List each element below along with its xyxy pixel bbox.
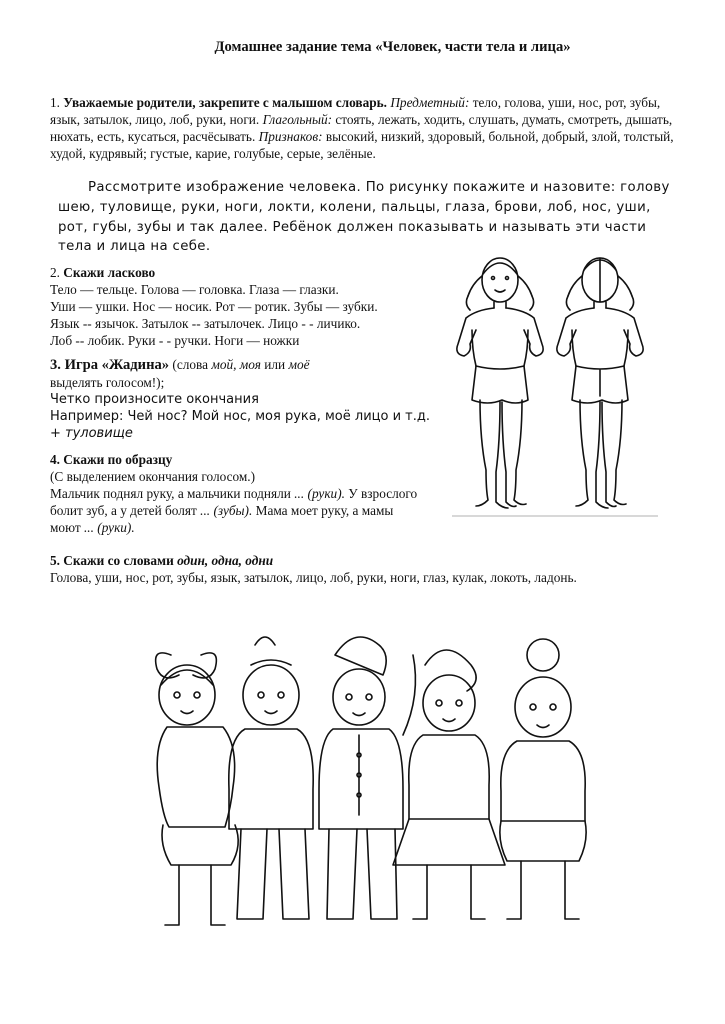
label-attributes: Признаков:: [258, 129, 323, 144]
section-3-or: или: [260, 357, 289, 372]
body-figure-illustration: [450, 246, 660, 518]
words-attributes: высокий, низкий, здоровый, больной, добрый, злой, толстый, худой, кудрявый; густые, карие, голубые, серые, зелёные.: [50, 129, 674, 161]
page-title: Домашнее задание тема «Человек, части тела и лица»: [214, 39, 571, 55]
label-subject: Предметный:: [390, 95, 470, 110]
section-5-heading: 5. Скажи со словами: [50, 553, 178, 568]
section-4: [50, 451, 425, 536]
section-3-word-moyo: моё: [288, 357, 310, 372]
section-4-heading: 4. Скажи по образцу: [50, 452, 173, 467]
section-2-heading: Скажи ласково: [63, 265, 156, 280]
section-2-line: Лоб -- лобик. Руки - - ручки. Ноги — ножки: [50, 333, 300, 348]
section-5-line: Голова, уши, нос, рот, зубы, язык, затылок, лицо, лоб, руки, ноги, глаз, кулак, локоть, ладонь.: [50, 570, 577, 585]
section-2: [50, 264, 425, 349]
section-2-line: Язык -- язычок. Затылок -- затылочек. Лицо - - личико.: [50, 316, 361, 331]
section-3-line: Четко произносите окончания: [50, 392, 259, 407]
section-3: [50, 356, 435, 442]
task-text: У взрослого болит зуб, а у детей болят: [50, 486, 418, 518]
section-1-heading: Уважаемые родители, закрепите с малышом словарь.: [63, 95, 387, 110]
section-3-example: [50, 408, 435, 442]
section-3-example-extra: туловище: [65, 426, 133, 441]
task-text: Мальчик поднял руку, а мальчики подняли: [50, 486, 295, 501]
section-2-line: Тело — тельце. Голова — головка. Глаза — глазки.: [50, 282, 339, 297]
section-3-note-end: выделять голосом!);: [50, 375, 165, 390]
section-3-words: мой, моя: [211, 357, 261, 372]
section-4-note: (С выделением окончания голосом.): [50, 469, 256, 484]
task-answer: ... (руки).: [83, 520, 135, 535]
task-answer: ... (зубы).: [200, 503, 253, 518]
section-3-note: (слова: [169, 357, 212, 372]
section-5-heading-words: один, одна, одни: [177, 553, 274, 568]
section-2-line: Уши — ушки. Нос — носик. Рот — ротик. Зубы — зубки.: [50, 299, 378, 314]
section-3-example-text: Например: Чей нос? Мой нос, моя рука, моё лицо и т.д. +: [50, 409, 430, 441]
words-subject: тело, голова, уши, нос, рот, зубы, язык, затылок, лицо, лоб, руки, ноги.: [50, 95, 661, 127]
task-text: Мама моет руку, а мамы моют: [50, 503, 394, 535]
task-answer: ... (руки).: [294, 486, 345, 501]
section-1: [50, 94, 675, 162]
words-verbs: стоять, лежать, ходить, слушать, думать, смотреть, дышать, нюхать, есть, кусаться, расчёсывать.: [50, 112, 673, 144]
instruction-text: Рассмотрите изображение человека. По рисунку покажите и назовите: голову шею, туловище, руки, ноги, локти, колени, пальцы, глаза, брови, лоб, нос, уши, рот, губы, зубы и так далее. Ребёнок должен показывать и называть эти части тела и лица на себе.: [58, 180, 670, 255]
section-5: [50, 552, 690, 586]
section-3-heading: 3. Игра «Жадина»: [50, 357, 170, 373]
section-1-number: 1.: [50, 95, 64, 110]
section-2-number: 2.: [50, 265, 64, 280]
section-4-task: [50, 485, 425, 536]
label-verbs: Глагольный:: [262, 112, 333, 127]
children-illustration: [145, 625, 625, 955]
